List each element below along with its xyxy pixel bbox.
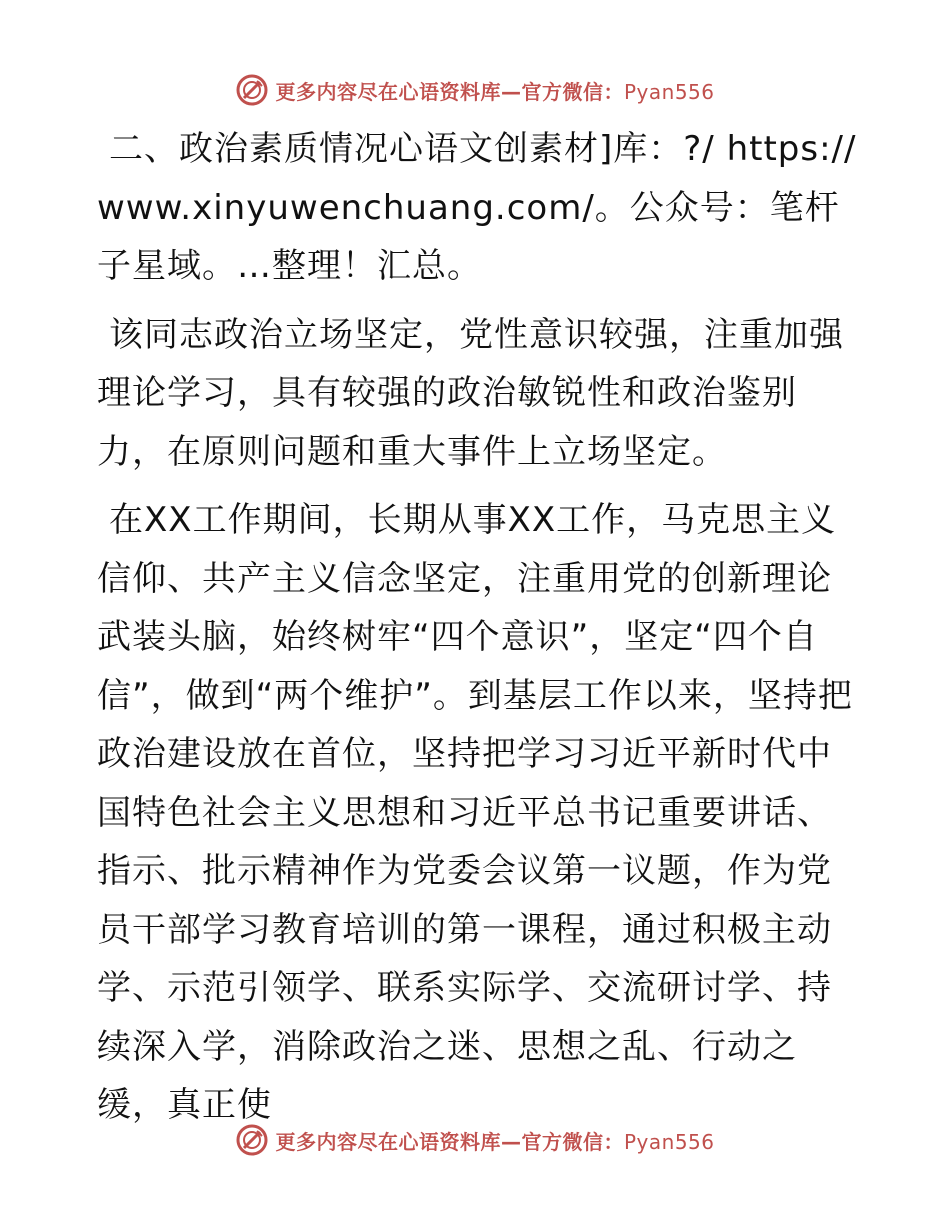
watermark-wechat-id: Pyan556 (623, 79, 715, 104)
paragraph-section-heading: 二、政治素质情况心语文创素材]库：?/ https://www.xinyuwenchuang.com/。公众号：笔杆子星域。…整理！汇总。 (97, 129, 857, 286)
header-watermark-banner (0, 70, 950, 110)
paragraph-work-period: 在XX工作期间，长期从事XX工作，马克思主义信仰、共产主义信念坚定，注重用党的创新理论武装头脑，始终树牢“四个意识”，坚定“四个自信”，做到“两个维护”。到基层工作以来，坚持把政治建设放在首位，坚持把学习习近平新时代中国特色社会主义思想和习近平总书记重要讲话、指示、批示精神作为党委会议第一议题，作为党员干部学习教育培训的第一课程，通过积极主动学、示范引领学、联系实际学、交流研讨学、持续深入学，消除政治之迷、思想之乱、行动之缓，真正使 (97, 500, 853, 1125)
footer-watermark-banner (0, 1120, 950, 1160)
watermark-official: 官方微信： (521, 79, 624, 104)
paragraph-political-stance: 该同志政治立场坚定，党性意识较强，注重加强理论学习，具有较强的政治敏锐性和政治鉴别力，在原则问题和重大事件上立场坚定。 (97, 314, 844, 472)
watermark-dash: — (500, 1129, 522, 1154)
stamp-logo-icon (235, 73, 269, 107)
watermark-official: 官方微信： (521, 1129, 624, 1154)
stamp-logo-icon (235, 1123, 269, 1157)
watermark-text (275, 1126, 714, 1155)
watermark-dash: — (500, 79, 522, 104)
watermark-text (275, 76, 714, 105)
watermark-main: 更多内容尽在心语资料库 (275, 1129, 501, 1154)
document-body (97, 120, 857, 1145)
watermark-main: 更多内容尽在心语资料库 (275, 79, 501, 104)
watermark-wechat-id: Pyan556 (623, 1129, 715, 1154)
